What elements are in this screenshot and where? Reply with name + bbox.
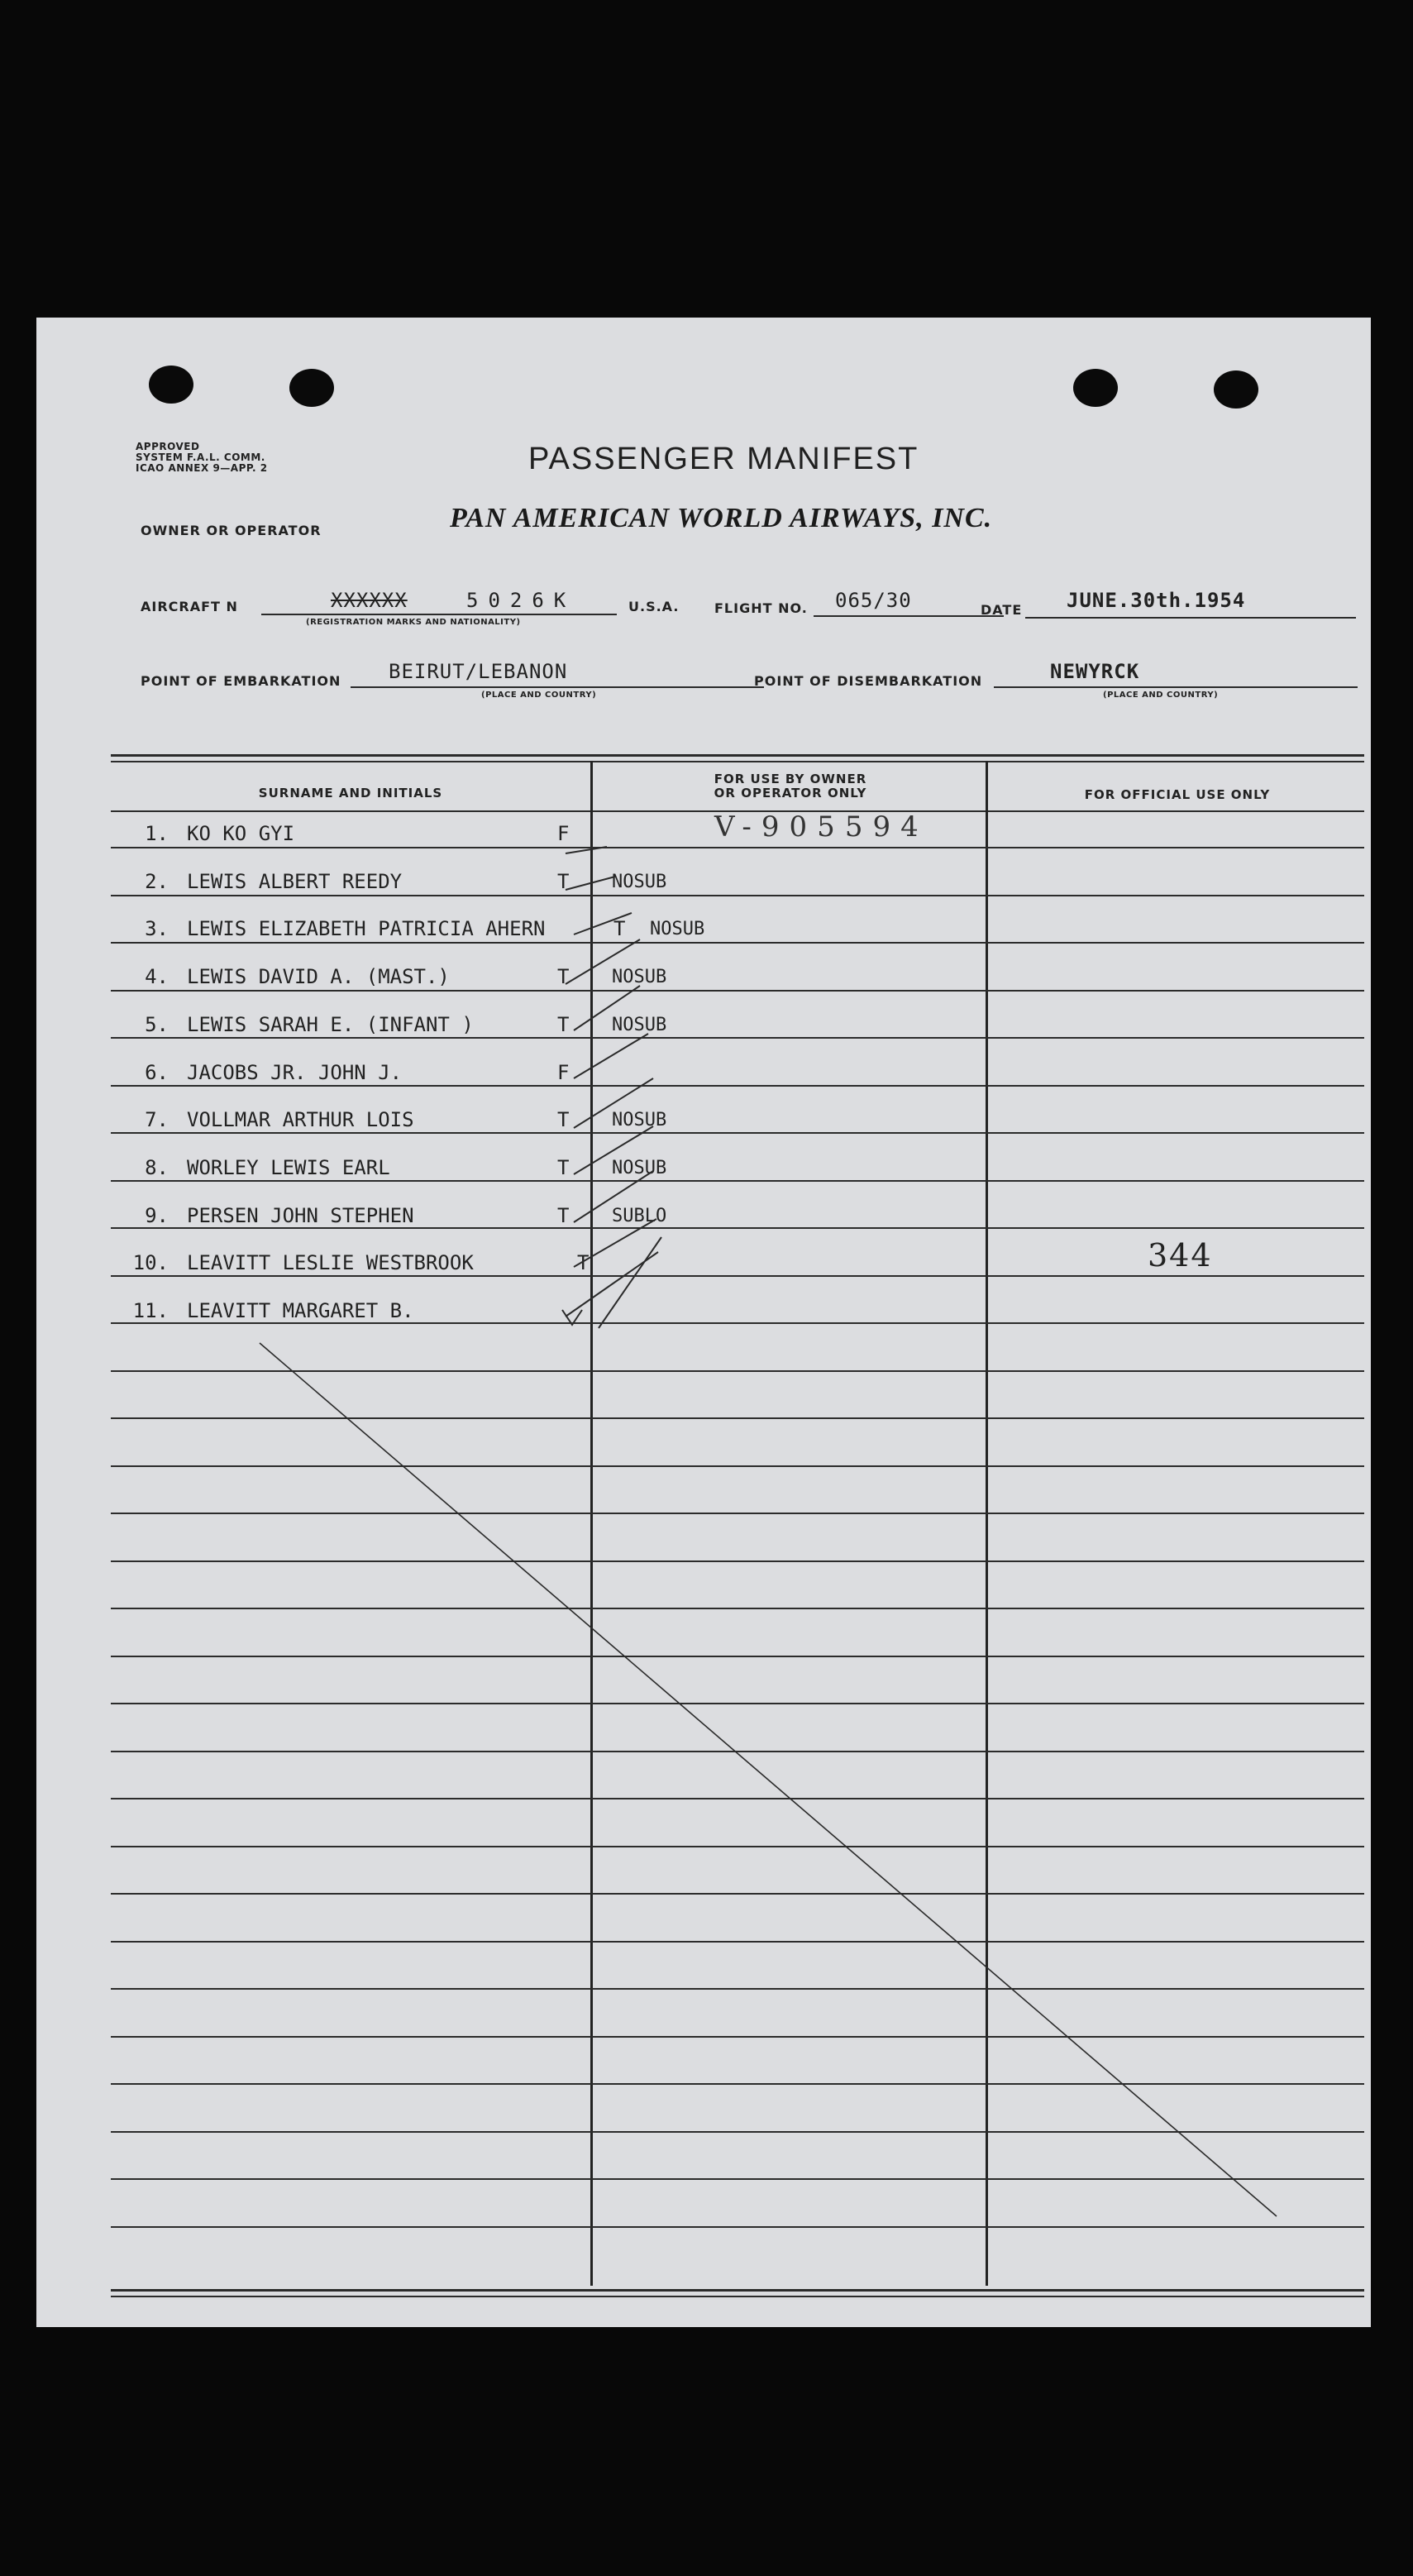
embarkation-label: POINT OF EMBARKATION [141,673,341,689]
passenger-name: LEAVITT LESLIE WESTBROOK [187,1251,474,1274]
passenger-status-note: SUBLO [612,1206,667,1226]
cancellation-line [260,1343,1277,2216]
approval-line: APPROVED [136,441,200,452]
passenger-class-code: T [557,1204,570,1227]
owner-label: OWNER OR OPERATOR [141,523,322,538]
page-title: PASSENGER MANIFEST [528,442,919,476]
disembarkation-value: NEWYRCK [1050,660,1140,683]
passenger-name: KO KO GYI [187,822,295,845]
passenger-name: JACOBS JR. JOHN J. [187,1061,403,1084]
passenger-number: 11. [132,1299,169,1322]
passenger-class-code: F [557,1061,570,1084]
passenger-name: LEAVITT MARGARET B. [187,1299,414,1322]
owner-use-header-line: OR OPERATOR ONLY [714,786,867,801]
flight-label: FLIGHT NO. [714,600,808,616]
tick-mark [574,1078,653,1128]
tick-mark [574,1126,653,1174]
passenger-name: LEWIS ALBERT REEDY [187,870,403,893]
passenger-status-note: NOSUB [612,872,667,892]
passenger-number: 3. [145,917,169,940]
passenger-number: 5. [145,1013,169,1036]
disembarkation-sublabel: (PLACE AND COUNTRY) [1103,691,1219,700]
tick-mark [566,939,640,984]
handwritten-visa-note: V-905594 [714,810,928,844]
passenger-name: LEWIS SARAH E. (INFANT ) [187,1013,474,1036]
official-number: 344 [1148,1237,1213,1274]
tick-mark [574,1219,656,1267]
passenger-status-note: NOSUB [612,1158,667,1178]
tick-mark [566,847,607,853]
passenger-number: 6. [145,1061,169,1084]
passenger-class-code: T [557,1156,570,1179]
passenger-status-note: NOSUB [612,1110,667,1130]
passenger-class-code: T [613,917,626,940]
tick-mark [574,913,632,934]
owner-value: PAN AMERICAN WORLD AIRWAYS, INC. [450,503,993,533]
passenger-number: 2. [145,870,169,893]
passenger-class-code: T [557,1013,570,1036]
passenger-status-note: NOSUB [650,919,705,939]
passenger-name: PERSEN JOHN STEPHEN [187,1204,414,1227]
date-label: DATE [981,602,1023,618]
passenger-number: 10. [132,1251,169,1274]
approval-line: SYSTEM F.A.L. COMM. [136,452,265,463]
passenger-class-code: F [557,822,570,845]
passenger-name: VOLLMAR ARTHUR LOIS [187,1108,414,1131]
aircraft-label: AIRCRAFT N [141,599,238,614]
flight-value: 065/30 [835,589,912,612]
passenger-class-code: T [557,870,570,893]
passenger-class-code: T [557,965,570,988]
disembarkation-label: POINT OF DISEMBARKATION [754,673,983,689]
manifest-sheet [36,318,1371,2327]
passenger-name: LEWIS DAVID A. (MAST.) [187,965,450,988]
aircraft-sublabel: (REGISTRATION MARKS AND NATIONALITY) [306,618,521,627]
passenger-class-code: T [557,1108,570,1131]
pen-marks [36,318,1371,2327]
tick-mark [574,986,640,1030]
passenger-status-note: NOSUB [612,967,667,987]
passenger-name: LEWIS ELIZABETH PATRICIA AHERN [187,917,546,940]
tick-mark [566,877,615,890]
tick-mark [574,1034,648,1078]
embarkation-sublabel: (PLACE AND COUNTRY) [481,691,597,700]
surname-column-header: SURNAME AND INITIALS [258,786,443,801]
aircraft-struck: XXXXXX [331,589,408,612]
aircraft-value: 5026K [466,589,576,612]
aircraft-nationality: U.S.A. [628,599,680,614]
embarkation-value: BEIRUT/LEBANON [389,660,568,683]
tick-mark [574,1171,653,1222]
passenger-status-note: NOSUB [612,1015,667,1035]
approval-line: ICAO ANNEX 9—APP. 2 [136,462,268,474]
owner-use-header-line: FOR USE BY OWNER [714,772,867,786]
passenger-number: 9. [145,1204,169,1227]
passenger-name: WORLEY LEWIS EARL [187,1156,390,1179]
passenger-number: 1. [145,822,169,845]
passenger-number: 4. [145,965,169,988]
official-column-header: FOR OFFICIAL USE ONLY [1084,787,1271,802]
date-value: JUNE.30th.1954 [1067,589,1246,612]
passenger-number: 7. [145,1108,169,1131]
passenger-class-code: T [577,1251,590,1274]
tick-mark [599,1237,661,1328]
passenger-number: 8. [145,1156,169,1179]
